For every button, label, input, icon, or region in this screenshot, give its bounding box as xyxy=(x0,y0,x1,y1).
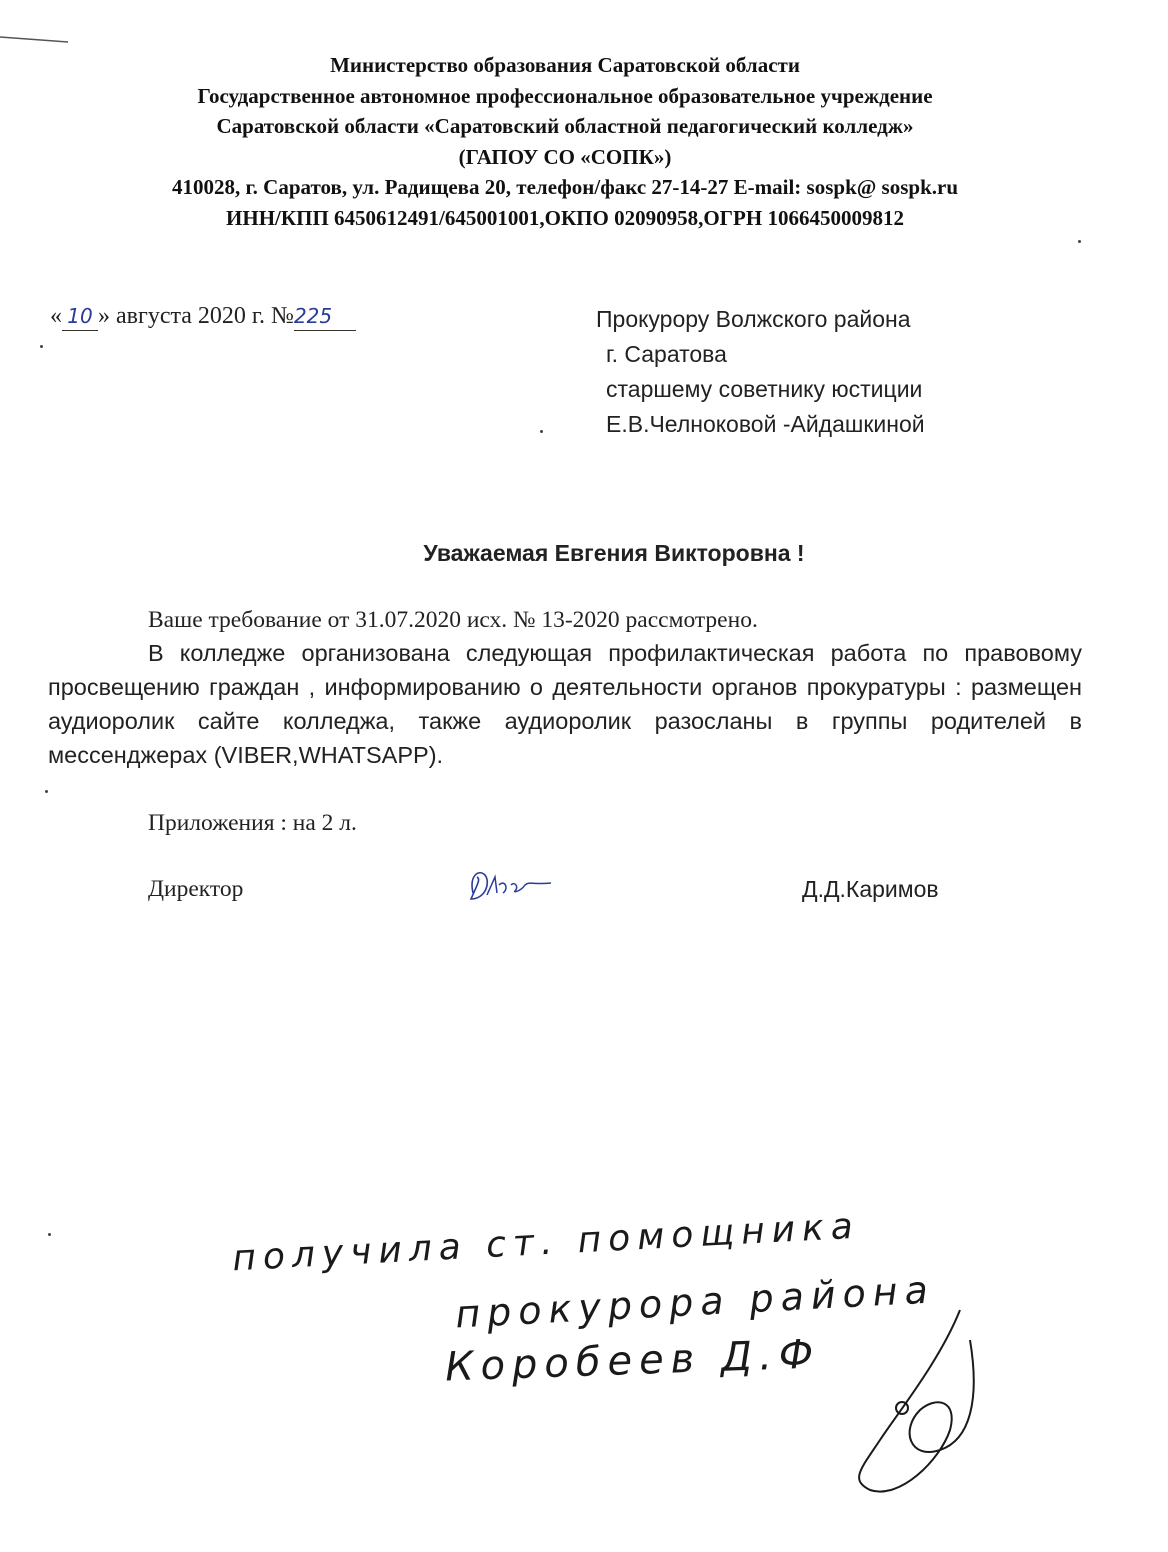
addressee-line: Прокурору Волжского района xyxy=(596,306,911,332)
director-signature xyxy=(455,855,565,915)
receiver-signature xyxy=(840,1300,990,1500)
scan-speck xyxy=(540,430,543,433)
letterhead-abbreviation: (ГАПОУ СО «СОПК») xyxy=(458,144,672,169)
signatory-name: Д.Д.Каримов xyxy=(802,876,939,902)
handwritten-note-line: Коробеев Д.Ф xyxy=(444,1331,822,1391)
scan-artifact-line xyxy=(0,36,70,44)
body-paragraph: Ваше требование от 31.07.2020 исх. № 13-2020 рассмотрено. xyxy=(148,607,758,633)
date-close-quote: » xyxy=(98,303,110,329)
addressee-line: старшему советнику юстиции xyxy=(606,376,923,402)
letterhead-ministry: Министерство образования Саратовской области xyxy=(330,53,800,77)
handwritten-note-line: получила ст. помощника xyxy=(231,1205,861,1280)
letterhead-institution: Государственное автономное профессиональное образовательное учреждение xyxy=(197,83,933,108)
date-open-quote: « xyxy=(50,303,62,329)
letter-body xyxy=(48,604,1082,773)
letterhead-address: 410028, г. Саратов, ул. Радищева 20, телефон/факс 27-14-27 E-mail: sospk@ sospk.ru xyxy=(172,175,958,199)
outgoing-date-number xyxy=(50,303,356,331)
addressee-block xyxy=(596,302,925,442)
body-paragraph: В колледже организована следующая профилактическая работа по правовому просвещению граждан , информированию о деятельности органов прокуратуры : размещен аудиоролик сайте колледжа, также аудиоролик разосланы в группы родителей в мессенджерах (VIBER,WHATSAPP). xyxy=(48,640,1082,768)
handwritten-note-line: прокурора района xyxy=(454,1267,936,1337)
letterhead-registration: ИНН/КПП 6450612491/645001001,ОКПО 02090958,ОГРН 1066450009812 xyxy=(226,205,904,230)
letterhead-college-name: Саратовской области «Саратовский областной педагогический колледж» xyxy=(216,114,914,138)
appendix-note: Приложения : на 2 л. xyxy=(148,810,357,836)
scan-speck xyxy=(48,1233,51,1236)
date-day: 10 xyxy=(67,304,93,328)
letterhead xyxy=(0,50,1130,233)
signatory-position: Директор xyxy=(148,876,244,902)
addressee-line: г. Саратова xyxy=(606,341,727,367)
date-month-year: августа 2020 г. № xyxy=(110,303,294,329)
scan-speck xyxy=(40,345,43,348)
scan-speck xyxy=(45,790,48,793)
scan-speck xyxy=(1078,240,1081,243)
outgoing-number: 225 xyxy=(293,304,333,328)
salutation: Уважаемая Евгения Викторовна ! xyxy=(423,540,805,566)
addressee-line: Е.В.Челноковой -Айдашкиной xyxy=(606,411,925,437)
